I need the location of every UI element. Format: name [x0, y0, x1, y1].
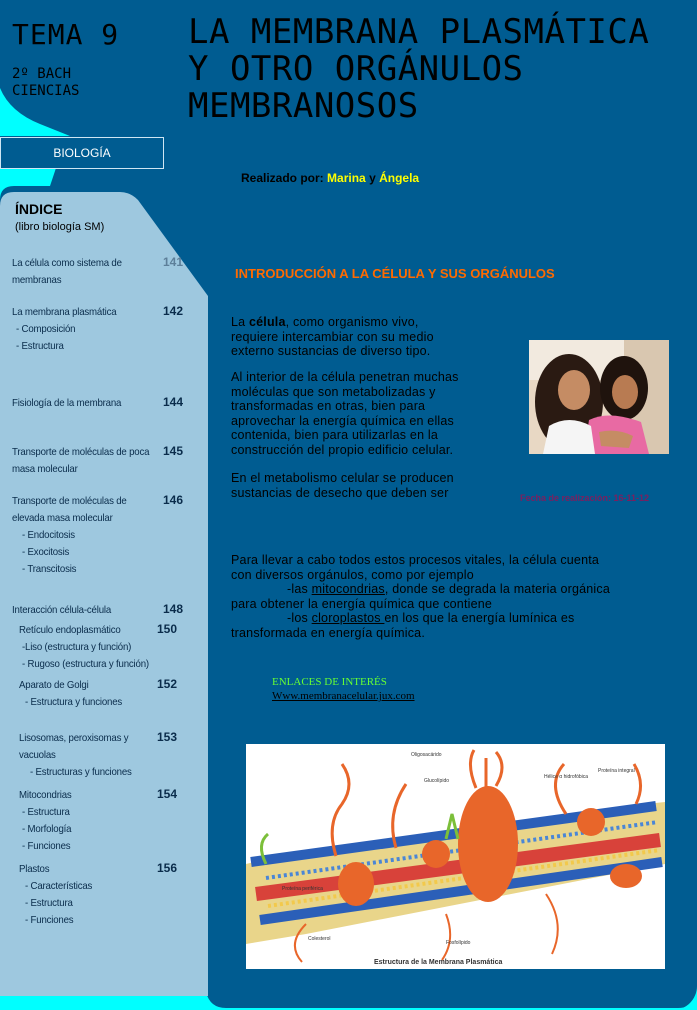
toc-entry[interactable]: La membrana plasmática — [12, 306, 117, 318]
toc-subentry[interactable]: - Morfología — [22, 823, 72, 835]
tema-number: TEMA 9 — [12, 18, 120, 51]
toc-entry[interactable]: membranas — [12, 274, 62, 286]
toc-subentry[interactable]: - Estructura — [22, 806, 70, 818]
p4-line: con diversos orgánulos, como por ejemplo — [231, 567, 474, 582]
toc-subentry[interactable]: - Estructura — [25, 897, 73, 909]
p3-line: En el metabolismo celular se producen — [231, 471, 454, 485]
toc-page: 148 — [163, 602, 184, 616]
author-prefix: Realizado por: — [241, 171, 324, 185]
paragraph-4 — [231, 553, 681, 640]
table-of-contents — [0, 0, 210, 1010]
p4-mito-pre: -las — [287, 582, 312, 596]
toc-page: 144 — [163, 395, 184, 409]
p3-line: sustancias de desecho que deben ser — [231, 485, 449, 500]
toc-entry[interactable]: masa molecular — [12, 463, 78, 475]
p2-line: construcción del propio edificio celular. — [231, 442, 454, 457]
author-name2: Ángela — [379, 171, 420, 185]
paragraph-2 — [231, 370, 521, 457]
label-glucolipido: Glucolípido — [424, 778, 450, 784]
p4-line: para obtener la energía química que contiene — [231, 596, 493, 611]
toc-subentry[interactable]: - Funciones — [25, 914, 74, 926]
title-line1: LA MEMBRANA PLASMÁTICA — [188, 12, 650, 52]
toc-page: 142 — [163, 304, 184, 318]
biologia-tab-label: BIOLOGÍA — [53, 146, 111, 160]
label-proteina-integral: Proteína integral — [598, 768, 635, 774]
p4-line: Para llevar a cabo todos estos procesos vitales, la célula cuenta — [231, 553, 600, 567]
toc-entry[interactable]: Interacción célula-célula — [12, 604, 112, 616]
p1-part-c: , como organismo vivo, — [285, 315, 419, 329]
toc-page: 156 — [157, 861, 178, 875]
toc-subentry[interactable]: - Exocitosis — [22, 546, 70, 558]
toc-page: 152 — [157, 677, 178, 691]
toc-entry[interactable]: Retículo endoplasmático — [19, 624, 121, 636]
p1-line: requiere intercambiar con su medio — [231, 329, 434, 344]
author-line — [241, 171, 419, 185]
toc-page: 153 — [157, 730, 178, 744]
toc-subentry[interactable]: - Transcitosis — [22, 563, 77, 575]
link-membrana[interactable]: Www.membranacelular.jux.com — [272, 690, 415, 702]
toc-subentry[interactable]: - Estructura — [16, 340, 64, 352]
label-colesterol: Colesterol — [308, 936, 331, 942]
paragraph-1 — [231, 315, 511, 359]
toc-page: 154 — [157, 787, 178, 801]
toc-subentry[interactable]: - Rugoso (estructura y función) — [22, 658, 149, 670]
p2-line: Al interior de la célula penetran muchas — [231, 370, 459, 384]
toc-subentry[interactable]: - Estructuras y funciones — [30, 766, 132, 778]
p4-clor-pre: -los — [287, 611, 312, 625]
toc-entry[interactable]: Aparato de Golgi — [19, 679, 89, 691]
label-fosfolipido: Fosfolípido — [446, 940, 471, 946]
toc-entry[interactable]: La célula como sistema de — [12, 257, 122, 269]
toc-subentry[interactable]: - Endocitosis — [22, 529, 75, 541]
toc-subentry[interactable]: - Funciones — [22, 840, 71, 852]
p1-line: externo sustancias de diverso tipo. — [231, 344, 431, 358]
p4-clor-post: en los que la energía lumínica es — [384, 611, 575, 625]
title-line3: MEMBRANOSOS — [188, 86, 419, 126]
toc-entry[interactable]: Plastos — [19, 863, 50, 875]
toc-subentry[interactable]: - Características — [25, 880, 93, 892]
membrane-diagram — [246, 744, 665, 969]
cloroplastos-word: cloroplastos — [311, 611, 385, 625]
toc-page: 150 — [157, 622, 178, 636]
toc-entry[interactable]: vacuolas — [19, 749, 56, 761]
p4-line: transformada en energía química. — [231, 625, 426, 640]
p1-celula: célula — [248, 315, 286, 329]
students-photo — [529, 340, 669, 454]
toc-page: 146 — [163, 493, 184, 507]
label-proteina-periferica: Proteína periférica — [282, 886, 323, 892]
creation-date: Fecha de realización: 16-11-12 — [520, 493, 650, 503]
toc-entry[interactable]: elevada masa molecular — [12, 512, 113, 524]
label-oligosacarido: Oligosacárido — [411, 752, 442, 758]
membrane-illustration — [246, 744, 665, 969]
toc-subentry[interactable]: - Estructura y funciones — [25, 696, 123, 708]
p2-line: aprovechar la energía química en ellas — [231, 413, 455, 428]
intro-heading: INTRODUCCIÓN A LA CÉLULA Y SUS ORGÁNULOS — [235, 266, 555, 281]
p2-line: contenida, bien para utilizarlas en la — [231, 428, 439, 442]
indice-title: ÍNDICE — [15, 201, 63, 217]
toc-entry[interactable]: Fisiología de la membrana — [12, 397, 122, 409]
title-line2: Y OTRO ORGÁNULOS — [188, 49, 524, 89]
author-joiner: y — [369, 171, 376, 185]
mitocondrias-word: mitocondrias — [311, 582, 385, 596]
indice-subtitle: (libro biología SM) — [15, 221, 105, 233]
curso-line1: 2º BACH — [12, 66, 72, 82]
p2-line: moléculas que son metabolizadas y — [231, 384, 436, 399]
toc-entry[interactable]: Mitocondrias — [19, 789, 72, 801]
p1-part-a: La — [231, 315, 249, 329]
toc-subentry[interactable]: - Composición — [16, 323, 76, 335]
curso-line2: CIENCIAS — [12, 83, 80, 99]
p4-mito-post: , donde se degrada la materia orgánica — [384, 582, 610, 596]
toc-entry[interactable]: Lisosomas, peroxisomas y — [19, 732, 129, 744]
diagram-caption: Estructura de la Membrana Plasmática — [374, 959, 503, 966]
links-heading: ENLACES DE INTERÉS — [272, 676, 387, 688]
toc-page: 145 — [163, 444, 184, 458]
toc-page: 141 — [163, 255, 184, 269]
author-name1: Marina — [327, 171, 366, 185]
toc-subentry[interactable]: -Liso (estructura y función) — [22, 641, 132, 653]
label-helice: Hélice α hidrofóbica — [544, 774, 589, 780]
toc-entry[interactable]: Transporte de moléculas de poca — [12, 446, 150, 458]
p2-line: transformadas en otras, bien para — [231, 399, 426, 413]
paragraph-3 — [231, 471, 521, 500]
toc-entry[interactable]: Transporte de moléculas de — [12, 495, 127, 507]
